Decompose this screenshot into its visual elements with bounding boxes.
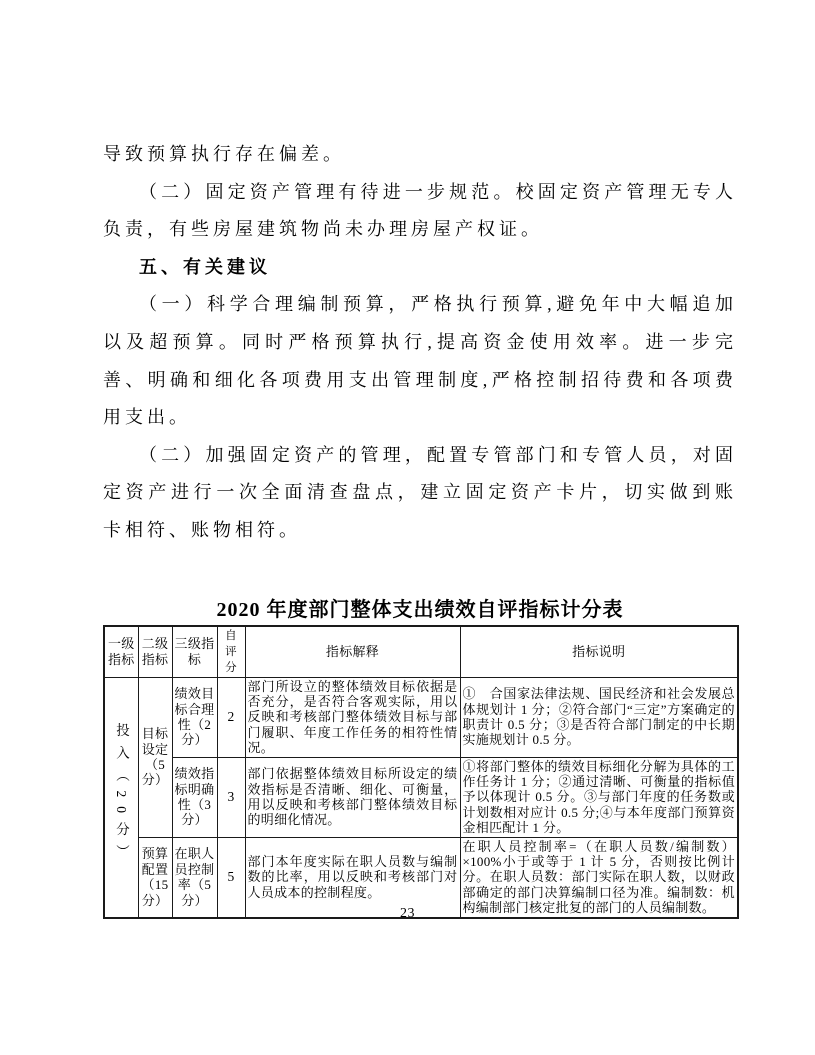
table-row <box>104 757 738 837</box>
cell-level2-budget-allocation: 预算配置（15分） <box>138 837 172 918</box>
paragraph-continuation: 导致预算执行存在偏差。 <box>103 144 345 164</box>
cell-explanation-3: 部门本年度实际在职人员数与编制数的比率，用以反映和考核部门对人员成本的控制程度。 <box>245 837 460 918</box>
cell-level1-indicator <box>104 677 138 918</box>
score-table <box>103 625 739 919</box>
cell-level3-goal-rationality: 绩效目标合理性（2分） <box>172 677 217 757</box>
col-header-self-score: 自评分 <box>217 626 245 678</box>
cell-description-3: 在职人员控制率=（在职人员数/编制数）×100%小于或等于 1 计 5 分，否则按比例计分。在职人员数：部门实际在职人数，以财政部确定的部门决算编制口径为准。编制数：机构编制部门核定批复的部门的人员编制数。 <box>460 837 738 918</box>
cell-explanation-2: 部门依据整体绩效目标所设定的绩效指标是否清晰、细化、可衡量，用以反映和考核部门整体绩效目标的明细化情况。 <box>245 757 460 837</box>
col-header-explanation: 指标解释 <box>245 626 460 678</box>
cell-level2-goal-setting: 目标设定（5分） <box>138 677 172 837</box>
section-heading: 五、有关建议 <box>139 256 271 277</box>
paragraph-fixed-assets-issue: （二）固定资产管理有待进一步规范。校固定资产管理无专人负责，有些房屋建筑物尚未办理房屋产权证。 <box>103 181 737 240</box>
paragraph-suggestion-1: （一）科学合理编制预算，严格执行预算,避免年中大幅追加以及超预算。同时严格预算执行,提高资金使用效率。进一步完善、明确和细化各项费用支出管理制度,严格控制招待费和各项费用支出。 <box>103 294 737 428</box>
paragraph-suggestion-2: （二）加强固定资产的管理，配置专管部门和专管人员，对固定资产进行一次全面清查盘点，建立固定资产卡片，切实做到账卡相符、账物相符。 <box>103 444 737 540</box>
col-header-level3: 三级指标 <box>172 626 217 678</box>
cell-description-2: ①将部门整体的绩效目标细化分解为具体的工作任务计 1 分；②通过清晰、可衡量的指标值予以体现计 0.5 分。③与部门年度的任务数或计划数相对应计 0.5 分;④与本年度部门预算资金相匹配计 1 分。 <box>460 757 738 837</box>
cell-self-score-1: 2 <box>217 677 245 757</box>
cell-level3-indicator-clarity: 绩效指标明确性（3分） <box>172 757 217 837</box>
table-header-row <box>104 626 738 678</box>
cell-level3-staff-control-rate: 在职人员控制率（5分） <box>172 837 217 918</box>
cell-self-score-3: 5 <box>217 837 245 918</box>
page-number: 23 <box>400 906 415 921</box>
col-header-description: 指标说明 <box>460 626 738 678</box>
table-row <box>104 677 738 757</box>
cell-explanation-1: 部门所设立的整体绩效目标依据是否充分，是否符合客观实际，用以反映和考核部门整体绩效目标与部门履职、年度工作任务的相符性情况。 <box>245 677 460 757</box>
col-header-level2: 二级指标 <box>138 626 172 678</box>
cell-description-1: ① 合国家法律法规、国民经济和社会发展总体规划计 1 分；②符合部门“三定”方案确定的职责计 0.5 分；③是否符合部门制定的中长期实施规划计 0.5 分。 <box>460 677 738 757</box>
body-text <box>103 136 737 550</box>
table-title: 2020 年度部门整体支出绩效自评指标计分表 <box>216 598 624 621</box>
cell-self-score-2: 3 <box>217 757 245 837</box>
col-header-level1: 一级指标 <box>104 626 138 678</box>
page-content <box>103 136 737 919</box>
level1-vertical-text: 投入（20分） <box>113 723 129 868</box>
